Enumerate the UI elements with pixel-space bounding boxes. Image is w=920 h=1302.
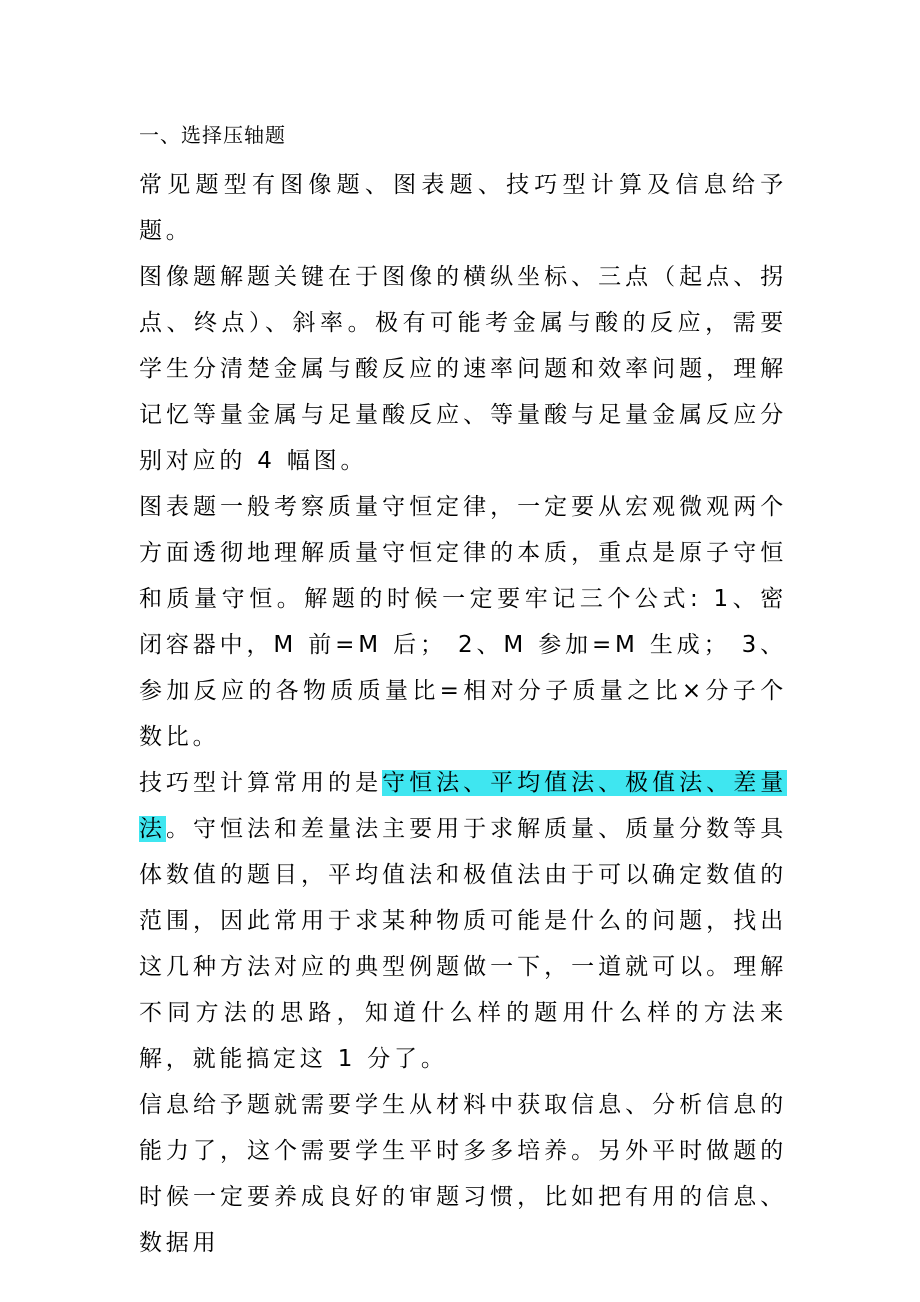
- paragraph-table-questions: 图表题一般考察质量守恒定律，一定要从宏观微观两个方面透彻地理解质量守恒定律的本质，重点是原子守恒和质量守恒。解题的时候一定要牢记三个公式: 1、密闭容器中，M 前=M 后； 2、M 参加=M 生成； 3、参加反应的各物质质量比=相对分子质量之比×分子个数比。: [139, 494, 787, 750]
- paragraph-graph-questions: 图像题解题关键在于图像的横纵坐标、三点（起点、拐点、终点）、斜率。极有可能考金属与酸的反应，需要学生分清楚金属与酸反应的速率问题和效率问题，理解记忆等量金属与足量酸反应、等量酸与足量金属反应分别对应的 4 幅图。: [139, 264, 787, 474]
- paragraph-question-types: 常见题型有图像题、图表题、技巧型计算及信息给予题。: [139, 172, 787, 244]
- calculation-intro-text: 技巧型计算常用的是: [139, 770, 383, 796]
- paragraph-calculation-skills: [139, 760, 787, 1082]
- paragraph-information-questions: 信息给予题就需要学生从材料中获取信息、分析信息的能力了，这个需要学生平时多多培养。另外平时做题的时候一定要养成良好的审题习惯，比如把有用的信息、数据用: [139, 1092, 787, 1256]
- document-body: [139, 162, 787, 1266]
- calculation-detail-text: 。守恒法和差量法主要用于求解质量、质量分数等具体数值的题目，平均值法和极值法由于可以确定数值的范围，因此常用于求某种物质可能是什么的问题，找出这几种方法对应的典型例题做一下，一道就可以。理解不同方法的思路，知道什么样的题用什么样的方法来解，就能搞定这 1 分了。: [139, 816, 787, 1072]
- highlighted-methods: 守恒法、平均值法、极值法、差量法: [139, 770, 787, 842]
- section-heading: 一、选择压轴题: [139, 123, 286, 147]
